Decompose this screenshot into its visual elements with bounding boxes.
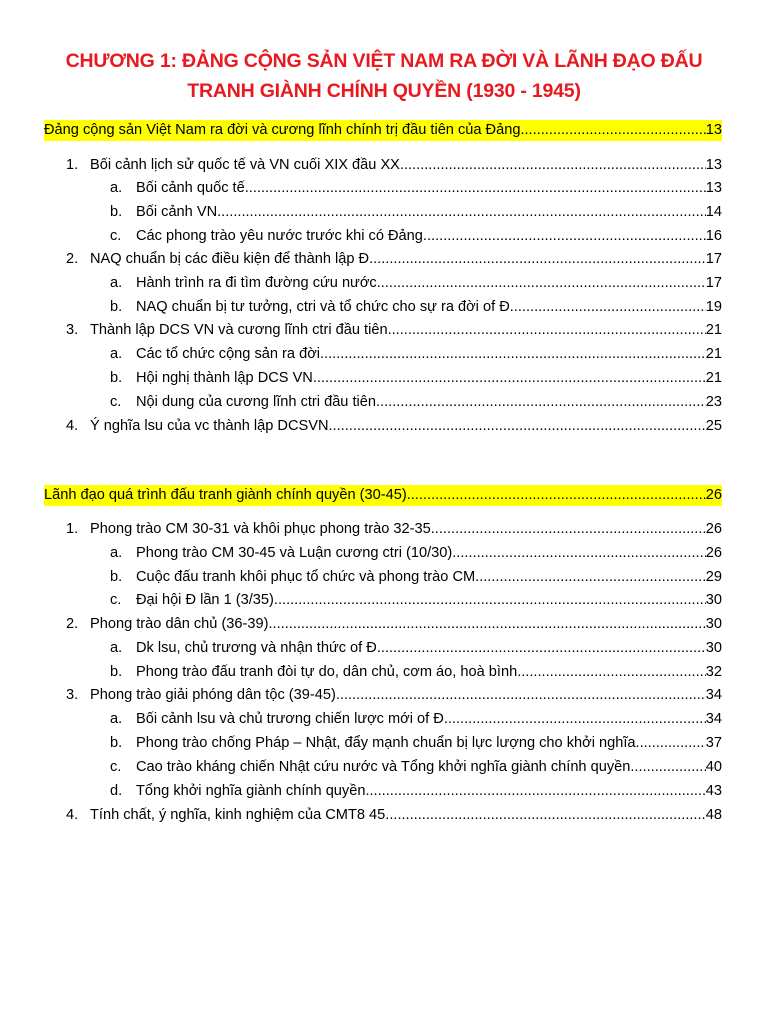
toc-item-2-4[interactable] <box>66 805 722 825</box>
toc-item-number: b. <box>110 370 123 386</box>
toc-subitem-1-1-c[interactable] <box>110 226 722 246</box>
toc-page-number: 30 <box>705 592 722 608</box>
toc-subitem-1-1-a[interactable] <box>110 178 722 198</box>
toc-item-number: b. <box>110 299 123 315</box>
toc-entry-text: Phong trào giải phóng dân tộc (39-45) <box>90 687 336 703</box>
toc-page-number: 16 <box>705 228 722 244</box>
toc-subitem-2-2-b[interactable] <box>110 662 722 682</box>
toc-item-number: a. <box>110 275 123 291</box>
toc-entry-text: Các tổ chức cộng sản ra đời <box>136 346 321 362</box>
toc-entry-text: Cuộc đấu tranh khôi phục tổ chức và phong trào CM <box>136 569 476 585</box>
toc-page-number: 13 <box>705 157 722 173</box>
toc-entry-text: Các phong trào yêu nước trước khi có Đảng <box>136 228 423 244</box>
toc-entry-text: Phong trào CM 30-31 và khôi phục phong trào 32-35 <box>90 521 431 537</box>
toc-section-1[interactable] <box>44 120 722 141</box>
toc-entry-text: Ý nghĩa lsu của vc thành lập DCSVN <box>90 418 329 434</box>
toc-item-number: 2. <box>66 616 79 632</box>
toc-page-number: 14 <box>705 204 722 220</box>
toc-item-number: c. <box>110 228 122 244</box>
chapter-title-line-2: TRANH GIÀNH CHÍNH QUYỀN (1930 - 1945) <box>187 80 581 102</box>
toc-item-number: a. <box>110 180 123 196</box>
toc-item-number: 3. <box>66 322 79 338</box>
toc-entry-text: Bối cảnh lịch sử quốc tế và VN cuối XIX đầu XX <box>90 157 400 173</box>
toc-item-number: a. <box>110 711 123 727</box>
toc-item-2-3[interactable] <box>66 685 722 705</box>
toc-item-2-1[interactable] <box>66 519 722 539</box>
toc-entry-text: NAQ chuẩn bị các điều kiện để thành lập Đ <box>90 251 370 267</box>
toc-entry-text: Cao trào kháng chiến Nhật cứu nước và Tổng khởi nghĩa giành chính quyền <box>136 759 631 775</box>
toc-page-number: 30 <box>705 640 722 656</box>
chapter-title <box>30 46 738 106</box>
toc-item-number: 3. <box>66 687 79 703</box>
toc-entry-text: Tổng khởi nghĩa giành chính quyền <box>136 783 366 799</box>
toc-entry-text: Hành trình ra đi tìm đường cứu nước <box>136 275 377 291</box>
toc-entry-text: Hội nghị thành lập DCS VN <box>136 370 313 386</box>
toc-subitem-1-2-a[interactable] <box>110 273 722 293</box>
toc-entry-text: Phong trào đấu tranh đòi tự do, dân chủ, cơm áo, hoà bình <box>136 664 518 680</box>
toc-item-number: 2. <box>66 251 79 267</box>
toc-item-number: c. <box>110 394 122 410</box>
toc-subitem-2-3-a[interactable] <box>110 709 722 729</box>
toc-item-number: c. <box>110 592 122 608</box>
toc-item-number: a. <box>110 640 123 656</box>
toc-page-number: 21 <box>705 322 722 338</box>
toc-item-number: 1. <box>66 157 79 173</box>
toc-item-number: c. <box>110 759 122 775</box>
toc-page-number: 26 <box>705 521 722 537</box>
toc-subitem-1-3-a[interactable] <box>110 344 722 364</box>
toc-page-number: 19 <box>705 299 722 315</box>
toc-subitem-2-3-d[interactable] <box>110 781 722 801</box>
toc-subitem-2-1-a[interactable] <box>110 543 722 563</box>
toc-subitem-1-2-b[interactable] <box>110 297 722 317</box>
toc-item-1-3[interactable] <box>66 320 722 340</box>
toc-page-number: 26 <box>705 487 722 503</box>
toc-entry-text: Tính chất, ý nghĩa, kinh nghiệm của CMT8 45 <box>90 807 386 823</box>
toc-item-number: b. <box>110 735 123 751</box>
toc-item-2-2[interactable] <box>66 614 722 634</box>
toc-entry-text: Thành lập DCS VN và cương lĩnh ctri đầu tiên <box>90 322 388 338</box>
toc-page-number: 26 <box>705 545 722 561</box>
toc-subitem-2-2-a[interactable] <box>110 638 722 658</box>
toc-entry-text: Lãnh đạo quá trình đấu tranh giành chính quyền (30-45) <box>44 487 407 503</box>
toc-page-number: 29 <box>705 569 722 585</box>
toc-item-1-4[interactable] <box>66 416 722 436</box>
toc-entry-text: Bối cảnh quốc tế <box>136 180 245 196</box>
toc-item-1-1[interactable] <box>66 155 722 175</box>
toc-entry-text: Đảng cộng sản Việt Nam ra đời và cương lĩnh chính trị đầu tiên của Đảng <box>44 122 521 138</box>
toc-subitem-1-3-b[interactable] <box>110 368 722 388</box>
toc-entry-text: Phong trào dân chủ (36-39) <box>90 616 269 632</box>
toc-item-number: a. <box>110 545 123 561</box>
toc-page-number: 17 <box>705 275 722 291</box>
toc-entry-text: Đại hội Đ lần 1 (3/35) <box>136 592 274 608</box>
toc-page-number: 21 <box>705 370 722 386</box>
toc-page-number: 43 <box>705 783 722 799</box>
toc-page-number: 13 <box>705 180 722 196</box>
toc-subitem-2-3-c[interactable] <box>110 757 722 777</box>
toc-entry-text: Dk lsu, chủ trương và nhận thức of Đ <box>136 640 377 656</box>
toc-page-number: 32 <box>705 664 722 680</box>
toc-entry-text: NAQ chuẩn bị tư tưởng, ctri và tổ chức cho sự ra đời of Đ <box>136 299 510 315</box>
toc-page-number: 25 <box>705 418 722 434</box>
toc-page-number: 48 <box>705 807 722 823</box>
toc-page-number: 17 <box>705 251 722 267</box>
chapter-title-line-1: CHƯƠNG 1: ĐẢNG CỘNG SẢN VIỆT NAM RA ĐỜI VÀ LÃNH ĐẠO ĐẤU <box>65 50 703 72</box>
toc-item-number: 4. <box>66 807 79 823</box>
toc-item-number: b. <box>110 204 123 220</box>
toc-subitem-1-3-c[interactable] <box>110 392 722 412</box>
toc-entry-text: Phong trào chống Pháp – Nhật, đẩy mạnh chuẩn bị lực lượng cho khởi nghĩa <box>136 735 636 751</box>
toc-item-number: b. <box>110 569 123 585</box>
toc-entry-text: Phong trào CM 30-45 và Luận cương ctri (10/30) <box>136 545 453 561</box>
toc-page-number: 13 <box>705 122 722 138</box>
toc-page-number: 30 <box>705 616 722 632</box>
toc-item-number: d. <box>110 783 123 799</box>
toc-entry-text: Bối cảnh VN <box>136 204 218 220</box>
toc-subitem-2-3-b[interactable] <box>110 733 722 753</box>
toc-item-1-2[interactable] <box>66 249 722 269</box>
toc-page-number: 23 <box>705 394 722 410</box>
toc-entry-text: Bối cảnh lsu và chủ trương chiến lược mới of Đ <box>136 711 444 727</box>
toc-subitem-2-1-c[interactable] <box>110 590 722 610</box>
toc-page-number: 37 <box>705 735 722 751</box>
toc-entry-text: Nội dung của cương lĩnh ctri đầu tiên <box>136 394 377 410</box>
toc-section-2[interactable] <box>44 485 722 506</box>
toc-subitem-2-1-b[interactable] <box>110 567 722 587</box>
toc-page-number: 40 <box>705 759 722 775</box>
toc-subitem-1-1-b[interactable] <box>110 202 722 222</box>
toc-item-number: 1. <box>66 521 79 537</box>
toc-item-number: a. <box>110 346 123 362</box>
toc-item-number: 4. <box>66 418 79 434</box>
toc-page-number: 21 <box>705 346 722 362</box>
toc-page-number: 34 <box>705 687 722 703</box>
toc-page-number: 34 <box>705 711 722 727</box>
toc-item-number: b. <box>110 664 123 680</box>
